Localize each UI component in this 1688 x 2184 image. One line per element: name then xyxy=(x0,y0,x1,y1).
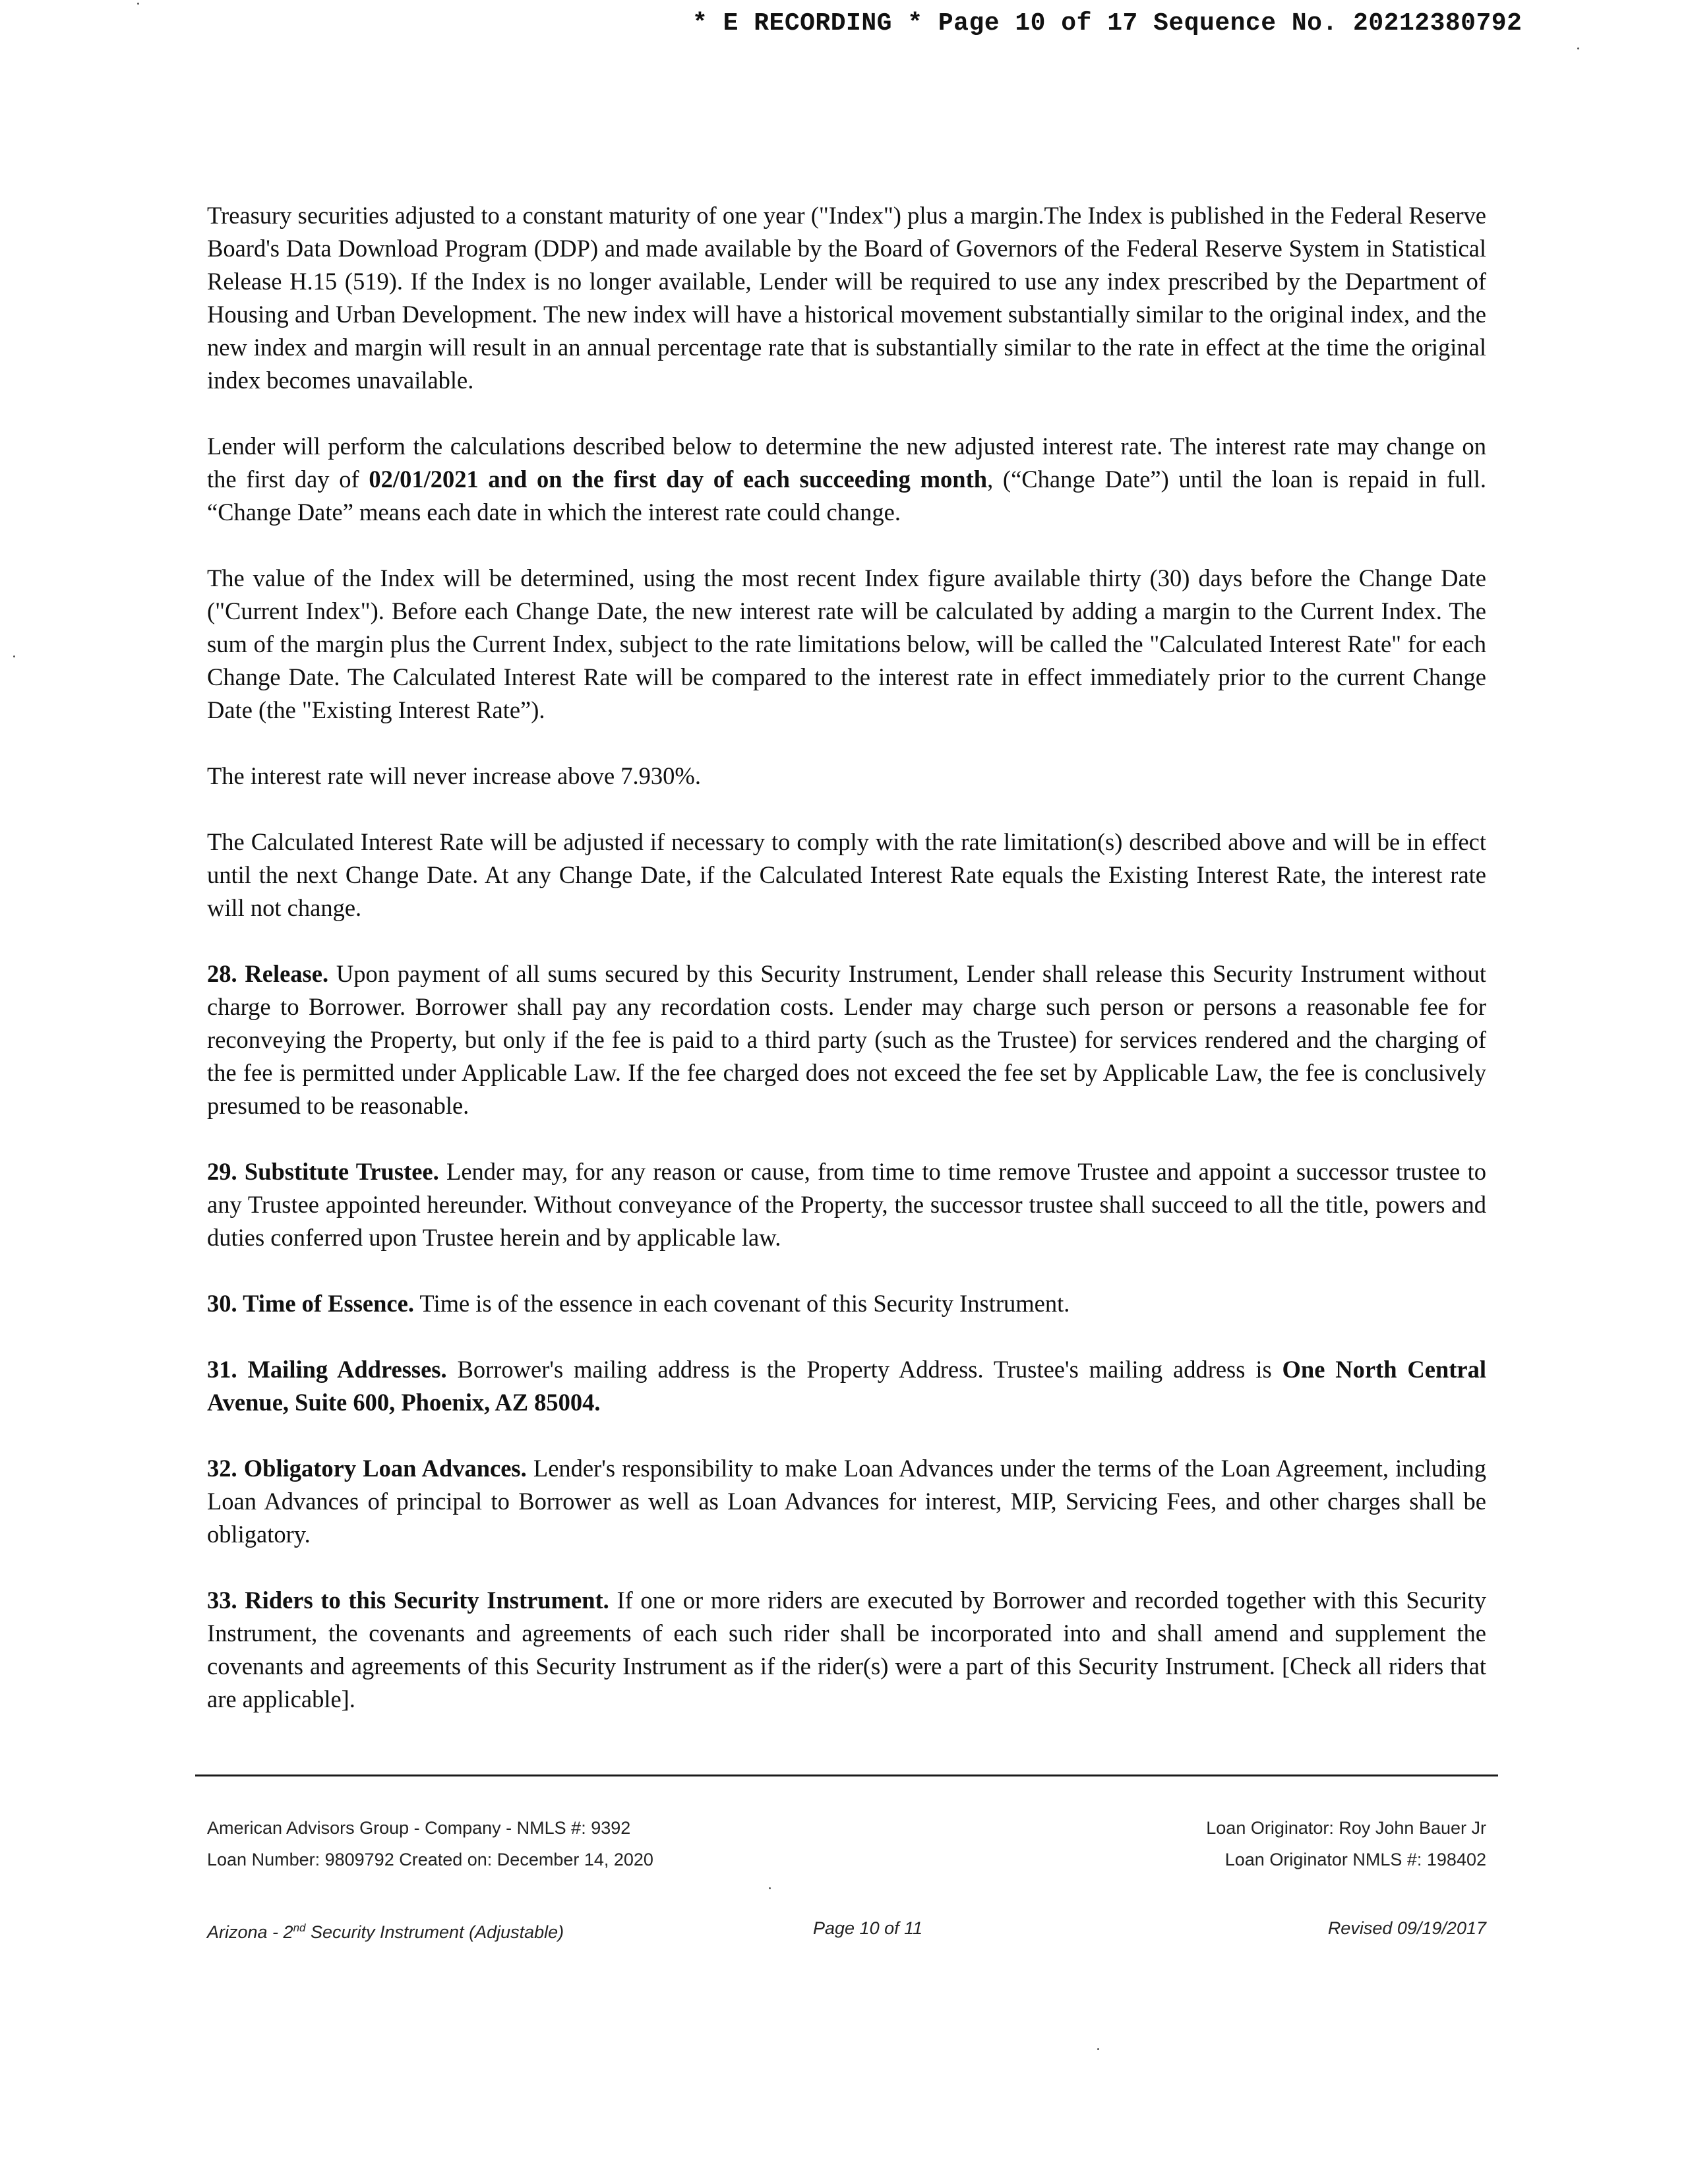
scan-speck xyxy=(1097,2048,1099,2050)
section-31-mailing-addresses: 31. Mailing Addresses. Borrower's mailing address is the Property Address. Trustee's mailing address is One North Central Avenue, Suite 600, Phoenix, AZ 85004. xyxy=(207,1356,1487,1416)
section-heading: 28. Release. xyxy=(207,960,329,987)
section-33-riders: 33. Riders to this Security Instrument. If one or more riders are executed by Borrower and recorded together with this Security Instrument, the covenants and agreements of each such rider shall be incorporated into and shall amend and supplement the covenants and agreements of this Security Instrument as if the rider(s) were a part of this Security Instrument. [Check all riders that are applicable]. xyxy=(207,1587,1486,1713)
form-title: Arizona - 2nd Security Instrument (Adjustable) xyxy=(207,1922,564,1942)
document-body xyxy=(207,199,1486,1749)
paragraph-change-date: Lender will perform the calculations described below to determine the new adjusted interest rate. The interest rate may change on the first day of 02/01/2021 and on the first day of each succeeding month, (“Change Date”) until the loan is repaid in full. “Change Date” means each date in which the interest rate could change. xyxy=(207,433,1486,526)
paragraph-rate-cap: The interest rate will never increase above 7.930%. xyxy=(207,762,701,789)
footer-info xyxy=(207,1812,1486,1875)
section-heading: 32. Obligatory Loan Advances. xyxy=(207,1455,527,1482)
trustee-address: One North Central Avenue, Suite 600, Phoenix, AZ 85004. xyxy=(207,1356,1487,1416)
scan-speck xyxy=(769,1887,771,1889)
section-30-time-of-essence: 30. Time of Essence. Time is of the essence in each covenant of this Security Instrument. xyxy=(207,1290,1070,1317)
form-footer xyxy=(207,1912,1486,1948)
loan-number: Loan Number: 9809792 Created on: December 14, 2020 xyxy=(207,1850,653,1869)
paragraph-calculated-rate: The Calculated Interest Rate will be adjusted if necessary to comply with the rate limitation(s) described above and will be in effect until the next Change Date. At any Change Date, if the Calculated Interest Rate equals the Existing Interest Rate, the interest rate will not change. xyxy=(207,828,1486,921)
section-32-obligatory-loan-advances: 32. Obligatory Loan Advances. Lender's responsibility to make Loan Advances under the terms of the Loan Agreement, including Loan Advances of principal to Borrower as well as Loan Advances for interest, MIP, Servicing Fees, and other charges shall be obligatory. xyxy=(207,1455,1487,1548)
scan-speck xyxy=(1577,47,1579,49)
section-heading: 30. Time of Essence. xyxy=(207,1290,414,1317)
section-29-substitute-trustee: 29. Substitute Trustee. Lender may, for any reason or cause, from time to time remove Trustee and appoint a successor trustee to any Trustee appointed hereunder. Without conveyance of the Property, the successor trustee shall succeed to all the title, powers and duties conferred upon Trustee herein and by applicable law. xyxy=(207,1158,1486,1251)
page-number: Page 10 of 11 xyxy=(813,1918,923,1938)
section-heading: 31. Mailing Addresses. xyxy=(207,1356,447,1383)
loan-originator: Loan Originator: Roy John Bauer Jr xyxy=(1206,1818,1486,1838)
loan-originator-nmls: Loan Originator NMLS #: 198402 xyxy=(1224,1850,1486,1869)
scan-speck xyxy=(13,655,15,657)
recording-stamp: * E RECORDING * Page 10 of 17 Sequence No. 20212380792 xyxy=(692,9,1522,38)
footer-divider xyxy=(195,1774,1498,1776)
section-28-release: 28. Release. Upon payment of all sums secured by this Security Instrument, Lender shall release this Security Instrument without charge to Borrower. Borrower shall pay any recordation costs. Lender may charge such person or persons a reasonable fee for reconveying the Property, but only if the fee is paid to a third party (such as the Trustee) for services rendered and the charging of the fee is permitted under Applicable Law. If the fee charged does not exceed the fee set by Applicable Law, the fee is conclusively presumed to be reasonable. xyxy=(207,960,1486,1119)
section-heading: 33. Riders to this Security Instrument. xyxy=(207,1587,609,1614)
section-heading: 29. Substitute Trustee. xyxy=(207,1158,439,1185)
company-info: American Advisors Group - Company - NMLS #: 9392 xyxy=(207,1818,631,1838)
scan-speck xyxy=(137,3,139,5)
paragraph-index-definition: Treasury securities adjusted to a constant maturity of one year ("Index") plus a margin.The Index is published in the Federal Reserve Board's Data Download Program (DDP) and made available by the Board of Governors of the Federal Reserve System in Statistical Release H.15 (519). If the Index is no longer available, Lender will be required to use any index prescribed by the Department of Housing and Urban Development. The new index will have a historical movement substantially similar to the original index, and the new index and margin will result in an annual percentage rate that is substantially similar to the rate in effect at the time the original index becomes unavailable. xyxy=(207,202,1486,394)
revised-date: Revised 09/19/2017 xyxy=(1327,1918,1486,1938)
paragraph-current-index: The value of the Index will be determined, using the most recent Index figure available thirty (30) days before the Change Date ("Current Index"). Before each Change Date, the new interest rate will be calculated by adding a margin to the Current Index. The sum of the margin plus the Current Index, subject to the rate limitations below, will be called the "Calculated Interest Rate" for each Change Date. The Calculated Interest Rate will be compared to the interest rate in effect immediately prior to the current Change Date (the "Existing Interest Rate”). xyxy=(207,564,1486,723)
change-date-bold: 02/01/2021 and on the first day of each succeeding month xyxy=(369,466,988,493)
